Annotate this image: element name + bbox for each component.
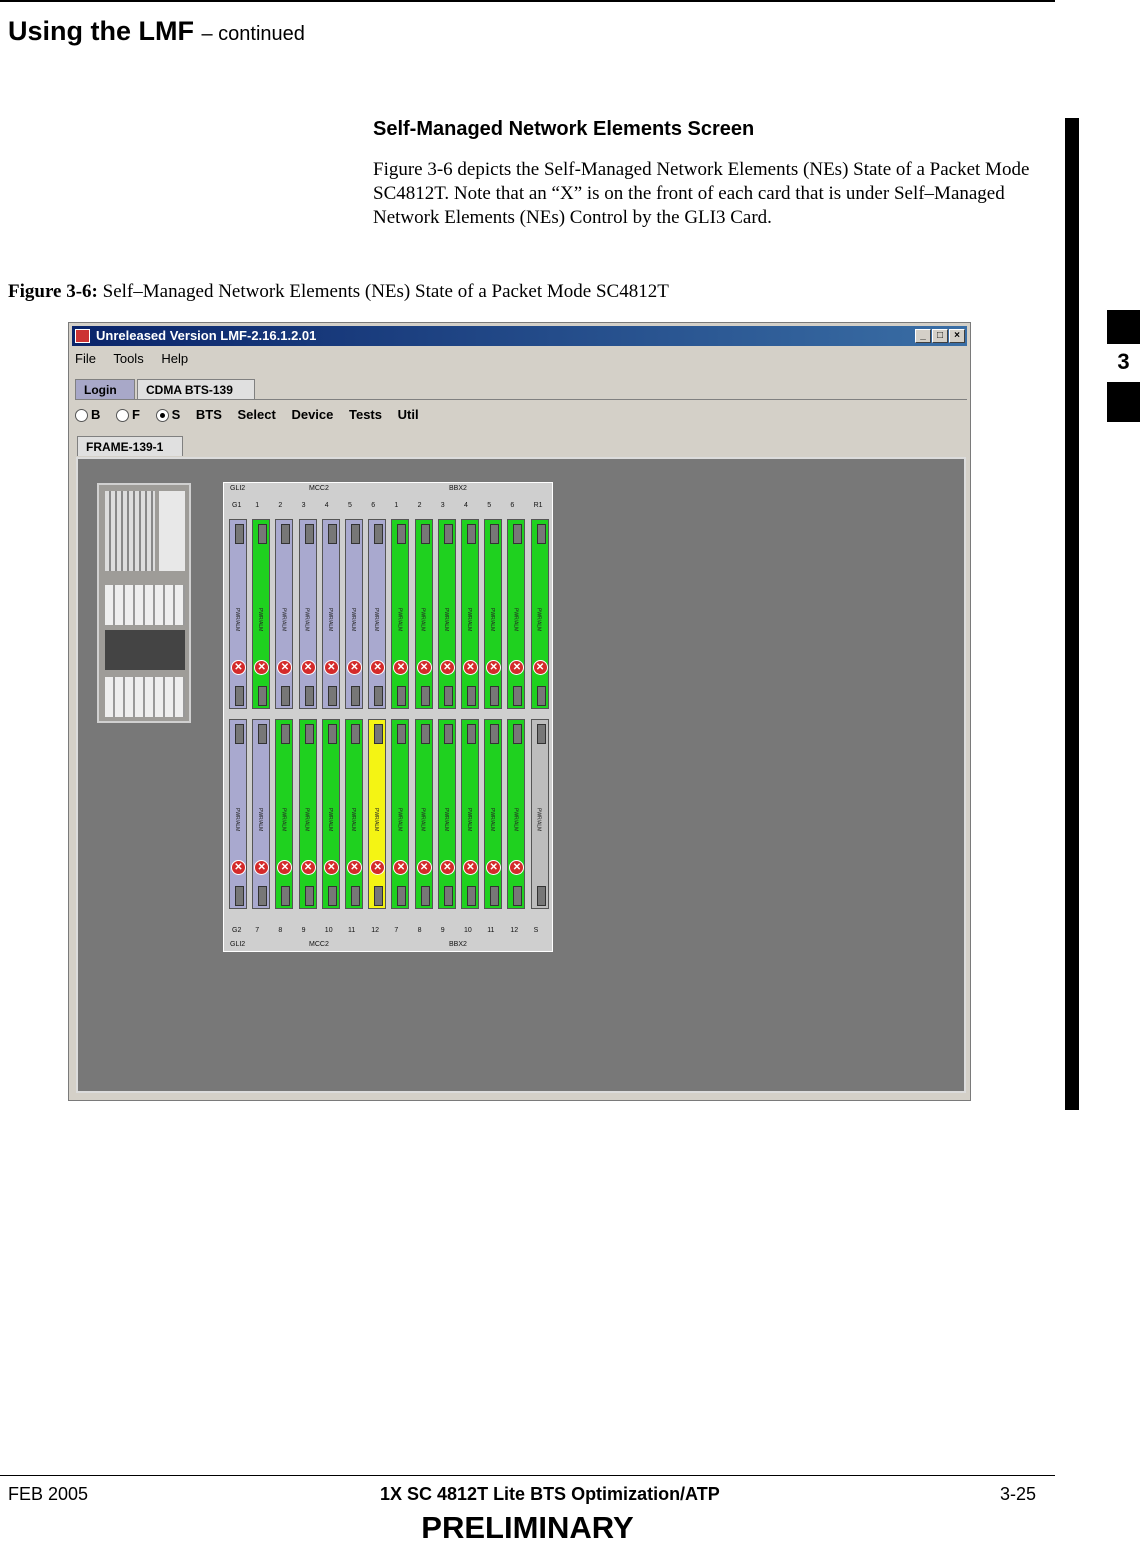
card-label: PWR/ALM — [396, 808, 403, 832]
bottom-slot-number: 8 — [417, 927, 422, 934]
top-group-label: GLI2 — [230, 485, 246, 492]
bottom-slot-number: 10 — [324, 927, 333, 934]
x-mark-icon: ✕ — [393, 860, 408, 875]
card-label: PWR/ALM — [442, 808, 449, 832]
bottom-card[interactable] — [252, 719, 270, 909]
maximize-icon[interactable]: □ — [932, 329, 948, 343]
card-latch-bottom — [421, 886, 430, 906]
top-card[interactable] — [438, 519, 456, 709]
app-icon — [75, 329, 90, 343]
close-icon[interactable]: × — [949, 329, 965, 343]
card-latch-top — [444, 524, 453, 544]
x-mark-icon: ✕ — [324, 860, 339, 875]
menu-bts[interactable]: BTS — [195, 407, 222, 422]
bottom-slot-number: 11 — [348, 927, 356, 934]
main-tabs — [75, 379, 967, 400]
card-label: PWR/ALM — [512, 808, 519, 832]
footer-page: 3-25 — [1000, 1484, 1037, 1504]
card-label: PWR/ALM — [350, 808, 356, 832]
change-bar — [1065, 118, 1079, 1110]
top-card[interactable] — [391, 519, 409, 709]
menu-util[interactable]: Util — [397, 407, 419, 422]
top-slot-number: 4 — [464, 502, 468, 509]
card-label: PWR/ALM — [489, 608, 496, 632]
menu-help[interactable]: Help — [161, 351, 189, 366]
card-latch-top — [258, 724, 267, 744]
top-group-label: BBX2 — [449, 485, 467, 492]
x-mark-icon: ✕ — [509, 860, 524, 875]
x-mark-icon: ✕ — [231, 860, 246, 875]
card-latch-bottom — [328, 686, 337, 706]
top-slot-number: 3 — [440, 502, 445, 509]
card-latch-top — [490, 724, 499, 744]
bottom-slot-number: 12 — [510, 927, 519, 934]
card-shelf — [223, 482, 553, 952]
bottom-slot-number: 8 — [278, 927, 283, 934]
card-latch-top — [421, 724, 430, 744]
bottom-card[interactable] — [531, 719, 549, 909]
top-slot-number: R1 — [533, 502, 543, 509]
top-card[interactable] — [415, 519, 433, 709]
x-mark-icon: ✕ — [533, 660, 548, 675]
card-latch-top — [351, 524, 360, 544]
card-latch-bottom — [305, 886, 314, 906]
tab-frame[interactable]: FRAME-139-1 — [77, 436, 183, 456]
card-latch-bottom — [490, 686, 499, 706]
x-mark-icon: ✕ — [277, 660, 292, 675]
preliminary-banner: PRELIMINARY — [421, 1510, 634, 1545]
card-latch-top — [374, 524, 383, 544]
card-latch-top — [258, 524, 267, 544]
card-label: PWR/ALM — [419, 608, 426, 632]
bottom-slot-number: 9 — [301, 927, 306, 934]
card-label: PWR/ALM — [326, 808, 333, 832]
card-label: PWR/ALM — [442, 608, 449, 632]
x-mark-icon: ✕ — [301, 660, 316, 675]
card-latch-top — [235, 524, 244, 544]
x-mark-icon: ✕ — [324, 660, 339, 675]
window-title: Unreleased Version LMF-2.16.1.2.01 — [96, 328, 317, 343]
bottom-card[interactable] — [368, 719, 386, 909]
card-latch-bottom — [513, 686, 522, 706]
card-latch-top — [490, 524, 499, 544]
top-slot-number: 6 — [510, 502, 515, 509]
top-card[interactable] — [484, 519, 502, 709]
card-latch-bottom — [537, 886, 546, 906]
x-mark-icon: ✕ — [486, 660, 501, 675]
bottom-slot-number: 10 — [464, 927, 472, 934]
x-mark-icon: ✕ — [393, 660, 408, 675]
card-latch-top — [281, 524, 290, 544]
bottom-slot-number: 7 — [255, 927, 260, 934]
top-card[interactable] — [507, 519, 525, 709]
tab-cdma-bts[interactable]: CDMA BTS-139 — [137, 379, 255, 399]
card-latch-bottom — [467, 886, 476, 906]
top-slot-number: 1 — [255, 502, 260, 509]
card-latch-top — [421, 524, 430, 544]
card-latch-bottom — [258, 686, 267, 706]
card-latch-bottom — [421, 686, 430, 706]
bottom-slot-number: 11 — [487, 927, 495, 934]
menu-device[interactable]: Device — [291, 407, 334, 422]
top-card[interactable] — [275, 519, 293, 709]
body-paragraph: Figure 3-6 depicts the Self-Managed Network Elements (NEs) State of a Packet Mode SC4812T. Note that an “X” is on the front of each card that is under Self–Managed Network Elements (NEs) Control by the GLI3 Card. — [373, 159, 1030, 228]
card-latch-top — [235, 724, 244, 744]
figure-caption-text: Self–Managed Network Elements (NEs) State of a Packet Mode SC4812T — [102, 281, 669, 302]
x-mark-icon: ✕ — [486, 860, 501, 875]
top-group-label: MCC2 — [309, 485, 329, 492]
card-label: PWR/ALM — [396, 608, 403, 632]
tab-login[interactable]: Login — [75, 379, 135, 399]
card-latch-bottom — [467, 686, 476, 706]
bottom-card[interactable] — [484, 719, 502, 909]
card-latch-top — [537, 524, 546, 544]
x-mark-icon: ✕ — [301, 860, 316, 875]
x-mark-icon: ✕ — [370, 860, 385, 875]
x-mark-icon: ✕ — [347, 660, 362, 675]
card-latch-top — [397, 724, 406, 744]
card-latch-bottom — [444, 686, 453, 706]
card-latch-top — [397, 524, 406, 544]
top-card[interactable] — [252, 519, 270, 709]
card-latch-bottom — [513, 886, 522, 906]
card-latch-bottom — [281, 686, 290, 706]
running-header-title: Using the LMF — [8, 16, 194, 46]
card-latch-bottom — [305, 686, 314, 706]
card-label: PWR/ALM — [512, 608, 519, 632]
x-mark-icon: ✕ — [440, 860, 455, 875]
x-mark-icon: ✕ — [417, 860, 432, 875]
footer-date: FEB 2005 — [8, 1484, 89, 1504]
card-latch-top — [513, 524, 522, 544]
x-mark-icon: ✕ — [347, 860, 362, 875]
bottom-slot-number: 9 — [440, 927, 445, 934]
card-label: PWR/ALM — [234, 808, 240, 832]
menu-tools[interactable]: Tools — [113, 351, 144, 366]
bottom-slot-number: S — [533, 927, 539, 934]
cabinet-shelf-detail — [105, 491, 155, 571]
frame-panel — [76, 457, 966, 1093]
card-label: PWR/ALM — [326, 608, 333, 632]
card-label: PWR/ALM — [280, 808, 287, 832]
top-slot-number: 2 — [278, 502, 283, 509]
x-mark-icon: ✕ — [463, 860, 478, 875]
window-titlebar — [72, 326, 967, 346]
card-label: PWR/ALM — [303, 608, 310, 632]
card-latch-bottom — [235, 886, 244, 906]
bottom-group-label: GLI2 — [230, 941, 246, 948]
card-label: PWR/ALM — [466, 608, 472, 632]
card-label: PWR/ALM — [535, 808, 542, 832]
card-latch-bottom — [351, 686, 360, 706]
running-header — [8, 16, 305, 47]
card-latch-bottom — [351, 886, 360, 906]
x-mark-icon: ✕ — [277, 860, 292, 875]
radio-f[interactable]: F — [116, 407, 140, 422]
top-slot-number: 5 — [487, 502, 492, 509]
bts-toolbar — [75, 407, 431, 429]
card-label: PWR/ALM — [535, 608, 542, 632]
card-label: PWR/ALM — [234, 608, 240, 632]
figure-label: Figure 3-6: — [8, 281, 98, 302]
bottom-card[interactable] — [299, 719, 317, 909]
figure-caption — [8, 281, 669, 303]
bottom-group-label: MCC2 — [309, 941, 329, 948]
card-latch-bottom — [281, 886, 290, 906]
x-mark-icon: ✕ — [254, 860, 269, 875]
card-label: PWR/ALM — [257, 808, 264, 832]
radio-b[interactable]: B — [75, 407, 100, 422]
menu-tests[interactable]: Tests — [349, 407, 382, 422]
bottom-card[interactable] — [391, 719, 409, 909]
top-slot-number: 1 — [394, 502, 399, 509]
cabinet-image[interactable] — [97, 483, 191, 723]
x-mark-icon: ✕ — [231, 660, 246, 675]
section-title: Self-Managed Network Elements Screen — [373, 118, 755, 140]
bottom-card[interactable] — [229, 719, 247, 909]
card-latch-bottom — [444, 886, 453, 906]
x-mark-icon: ✕ — [254, 660, 269, 675]
cabinet-modules-lower — [105, 677, 185, 717]
card-label: PWR/ALM — [466, 808, 472, 832]
card-latch-bottom — [397, 686, 406, 706]
chapter-tab-bottom — [1107, 382, 1140, 422]
radio-s[interactable]: S — [156, 407, 181, 422]
menu-select[interactable]: Select — [237, 407, 276, 422]
x-mark-icon: ✕ — [370, 660, 385, 675]
card-latch-bottom — [258, 886, 267, 906]
bottom-slot-number: G2 — [232, 927, 242, 934]
card-latch-top — [305, 724, 314, 744]
card-label: PWR/ALM — [373, 808, 380, 832]
top-card[interactable] — [299, 519, 317, 709]
minimize-icon[interactable]: _ — [915, 329, 931, 343]
top-card[interactable] — [322, 519, 340, 709]
card-label: PWR/ALM — [373, 608, 380, 632]
top-slot-number: 3 — [301, 502, 306, 509]
card-label: PWR/ALM — [303, 808, 310, 832]
card-label: PWR/ALM — [280, 608, 287, 632]
x-mark-icon: ✕ — [463, 660, 478, 675]
running-header-continued: – continued — [201, 23, 305, 45]
card-label: PWR/ALM — [419, 808, 426, 832]
bottom-card[interactable] — [415, 719, 433, 909]
chapter-tab-top — [1107, 310, 1140, 344]
bottom-card[interactable] — [322, 719, 340, 909]
card-latch-top — [305, 524, 314, 544]
card-latch-bottom — [235, 686, 244, 706]
top-card[interactable] — [229, 519, 247, 709]
top-card[interactable] — [368, 519, 386, 709]
card-label: PWR/ALM — [257, 608, 264, 632]
top-card[interactable] — [531, 519, 549, 709]
bottom-card[interactable] — [345, 719, 363, 909]
bottom-card[interactable] — [461, 719, 479, 909]
bottom-card[interactable] — [507, 719, 525, 909]
card-latch-bottom — [397, 886, 406, 906]
x-mark-icon: ✕ — [440, 660, 455, 675]
bottom-group-label: BBX2 — [449, 941, 467, 948]
top-slot-number: 5 — [348, 502, 352, 509]
card-latch-bottom — [328, 886, 337, 906]
card-latch-top — [467, 524, 476, 544]
menu-file[interactable]: File — [75, 351, 96, 366]
card-latch-top — [513, 724, 522, 744]
top-card[interactable] — [461, 519, 479, 709]
card-label: PWR/ALM — [489, 808, 496, 832]
card-latch-bottom — [374, 886, 383, 906]
bottom-slot-number: 7 — [394, 927, 399, 934]
card-latch-top — [351, 724, 360, 744]
x-mark-icon: ✕ — [509, 660, 524, 675]
header-rule — [0, 0, 1055, 2]
card-latch-top — [444, 724, 453, 744]
top-card[interactable] — [345, 519, 363, 709]
card-latch-top — [328, 724, 337, 744]
bottom-card[interactable] — [275, 719, 293, 909]
card-latch-top — [467, 724, 476, 744]
top-slot-number: 6 — [371, 502, 376, 509]
card-latch-top — [328, 524, 337, 544]
card-latch-top — [374, 724, 383, 744]
cabinet-fan — [105, 630, 185, 670]
top-slot-number: G1 — [232, 502, 242, 509]
cabinet-modules-upper — [105, 585, 185, 625]
menubar — [75, 351, 202, 371]
card-latch-bottom — [490, 886, 499, 906]
card-latch-top — [281, 724, 290, 744]
bottom-card[interactable] — [438, 719, 456, 909]
footer-title: 1X SC 4812T Lite BTS Optimization/ATP — [380, 1484, 720, 1504]
card-latch-top — [537, 724, 546, 744]
card-latch-bottom — [374, 686, 383, 706]
top-slot-number: 2 — [417, 502, 422, 509]
top-slot-number: 4 — [324, 502, 329, 509]
chapter-tab-number: 3 — [1117, 349, 1130, 374]
card-label: PWR/ALM — [350, 608, 356, 632]
x-mark-icon: ✕ — [417, 660, 432, 675]
lmf-window — [68, 322, 971, 1101]
card-latch-bottom — [537, 686, 546, 706]
frame-tabs — [75, 436, 967, 456]
footer-rule — [0, 1475, 1055, 1476]
cabinet-panel — [159, 491, 185, 571]
bottom-slot-number: 12 — [371, 927, 379, 934]
